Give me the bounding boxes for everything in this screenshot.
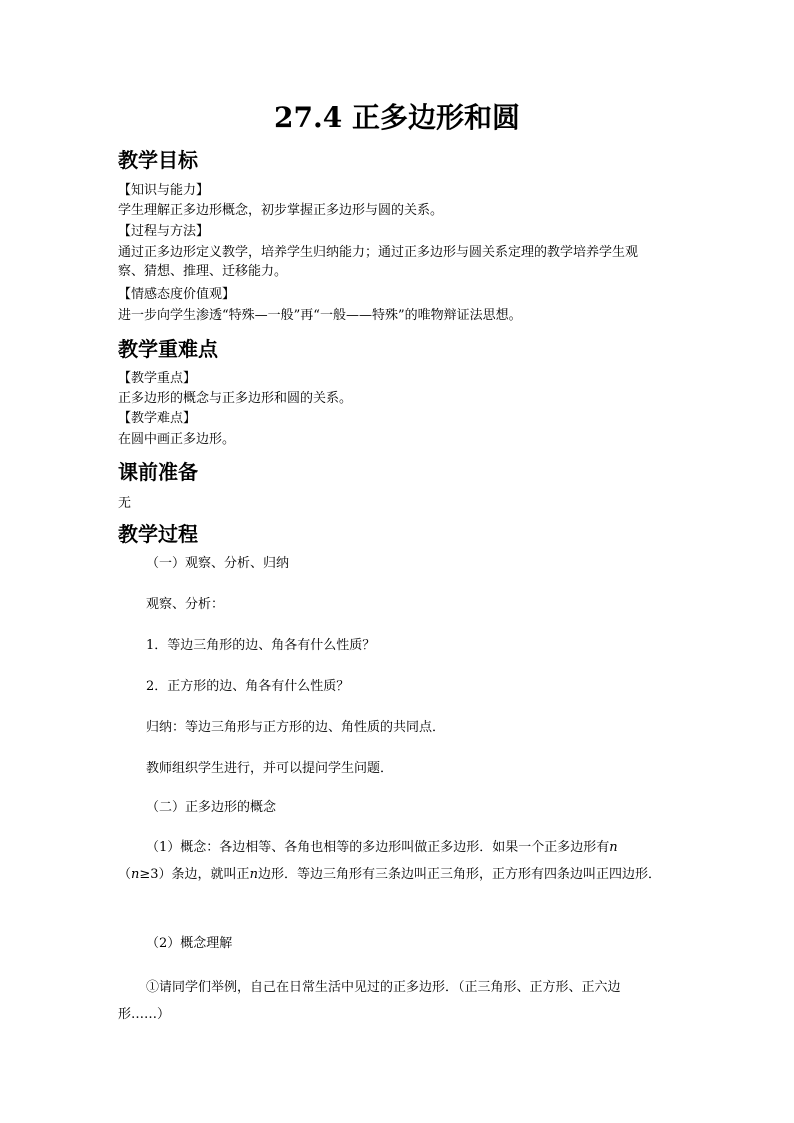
- text-understand: （2）概念理解: [146, 936, 233, 951]
- heading-objectives: 教学目标: [118, 148, 198, 172]
- concept-n: n: [609, 840, 618, 855]
- label-focus: 【教学重点】: [118, 371, 197, 386]
- label-emotion: 【情感态度价值观】: [118, 287, 236, 302]
- text-focus: 正多边形的概念与正多边形和圆的关系。: [118, 391, 353, 406]
- label-knowledge: 【知识与能力】: [118, 183, 210, 198]
- heading-key-points: 教学重难点: [118, 337, 218, 361]
- concept-text-b: （: [118, 867, 132, 882]
- page-title: 27.4 正多边形和圆: [274, 101, 520, 134]
- concept-n2: n: [131, 867, 140, 882]
- concept-text-c: ≥3）条边，就叫正: [139, 867, 250, 882]
- label-process-method: 【过程与方法】: [118, 224, 210, 239]
- text-knowledge: 学生理解正多边形概念，初步掌握正多边形与圆的关系。: [118, 203, 444, 218]
- concept-text-d: 边形．等边三角形有三条边叫正三角形，正方形有四条边叫正四边形．: [257, 867, 661, 882]
- text-emotion: 进一步向学生渗透“特殊—一般”再“一般——特殊”的唯物辩证法思想。: [118, 308, 522, 323]
- text-example: ①请同学们举例，自己在日常生活中见过的正多边形．（正三角形、正方形、正六边形……）: [118, 980, 621, 1022]
- step-concept: （二）正多边形的概念: [146, 800, 277, 815]
- text-difficulty: 在圆中画正多边形。: [118, 432, 236, 447]
- concept-line-2: [118, 865, 661, 884]
- text-teacher: 教师组织学生进行，并可以提问学生问题．: [146, 761, 394, 776]
- text-preparation: 无: [118, 496, 132, 511]
- question-2: 2．正方形的边、角各有什么性质？: [146, 679, 350, 694]
- text-process-method: 通过正多边形定义教学，培养学生归纳能力；通过正多边形与圆关系定理的教学培养学生观察、猜想、推理、迁移能力。: [118, 245, 639, 279]
- question-1: 1．等边三角形的边、角各有什么性质？: [146, 638, 376, 653]
- step-observe-analyze: （一）观察、分析、归纳: [146, 556, 290, 571]
- text-observe: 观察、分析：: [146, 597, 225, 612]
- concept-text-a: （1）概念：各边相等、各角也相等的多边形叫做正多边形．如果一个正多边形有: [146, 840, 610, 855]
- concept-line-1: [146, 838, 618, 857]
- concept-n3: n: [249, 867, 258, 882]
- heading-preparation: 课前准备: [118, 460, 198, 484]
- label-difficulty: 【教学难点】: [118, 411, 197, 426]
- text-summary: 归纳：等边三角形与正方形的边、角性质的共同点．: [146, 720, 446, 735]
- heading-process: 教学过程: [118, 522, 198, 546]
